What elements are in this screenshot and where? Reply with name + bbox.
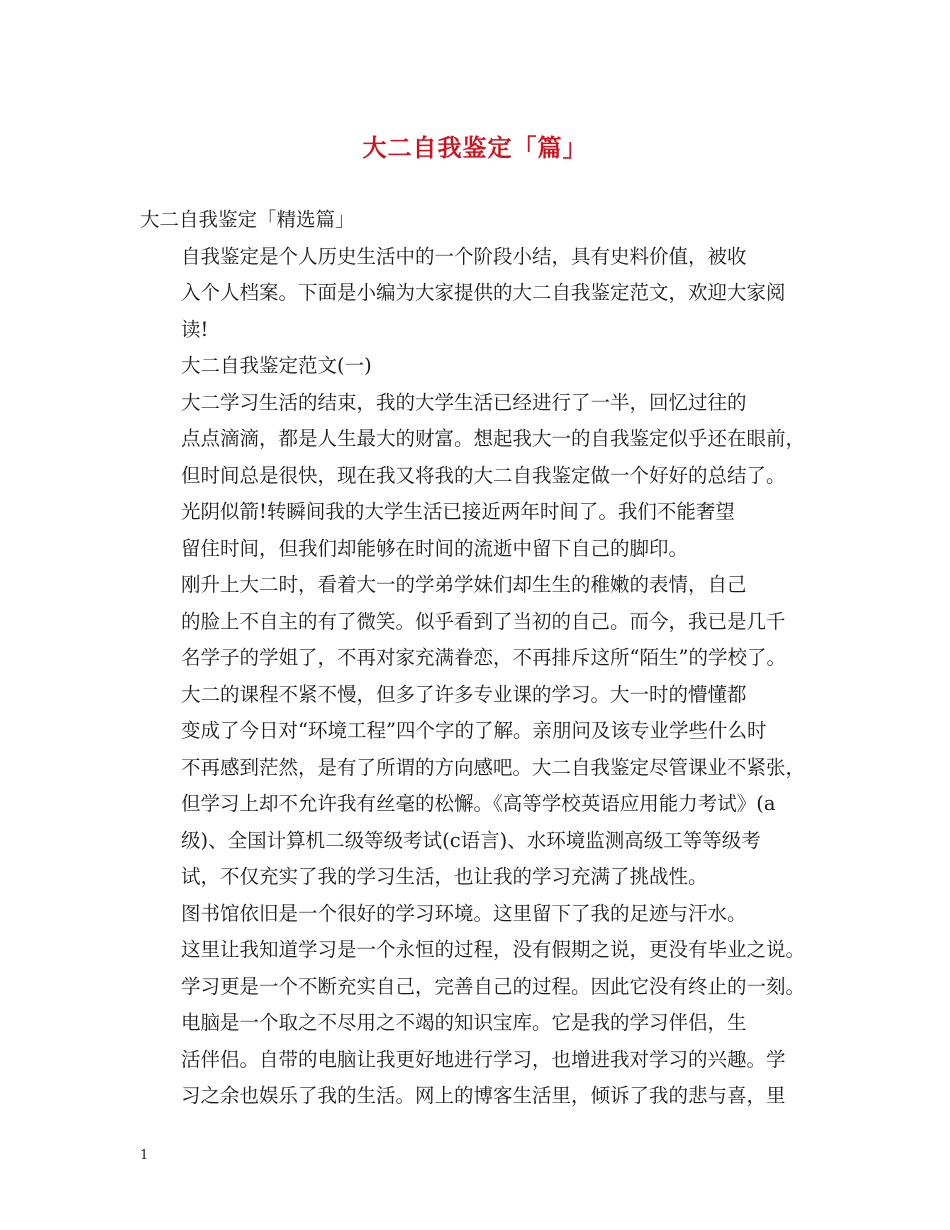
document-title: 大二自我鉴定「篇」 <box>362 133 588 162</box>
paragraph-line: 自我鉴定是个人历史生活中的一个阶段小结，具有史料价值，被收 <box>181 244 747 268</box>
paragraph <box>140 385 820 495</box>
page-number: 1 <box>140 1148 149 1163</box>
paragraph-line: 学习更是一个不断充实自己，完善自己的过程。因此它没有终止的一刻。 <box>181 974 806 998</box>
paragraph <box>140 239 820 349</box>
paragraph-list <box>140 239 820 1115</box>
paragraph-line: 习之余也娱乐了我的生活。网上的博客生活里，倾诉了我的悲与喜，里 <box>181 1084 786 1107</box>
paragraph <box>140 567 820 677</box>
paragraph-line: 但学习上却不允许我有丝毫的松懈。《高等学校英语应用能力考试》(a <box>181 792 776 815</box>
document-body <box>140 202 820 1115</box>
paragraph-line: 名学子的学姐了，不再对家充满眷恋，不再排斥这所“陌生”的学校了。 <box>181 646 786 669</box>
paragraph-line: 电脑是一个取之不尽用之不竭的知识宝库。它是我的学习伴侣，生 <box>181 1011 747 1034</box>
paragraph-line: 不再感到茫然，是有了所谓的方向感吧。大二自我鉴定尽管课业不紧张， <box>181 755 806 779</box>
paragraph-line: 的脸上不自主的有了微笑。似乎看到了当初的自己。而今，我已是几千 <box>181 609 786 633</box>
paragraph-line: 但时间总是很快，现在我又将我的大二自我鉴定做一个好好的总结了。 <box>181 463 786 487</box>
paragraph-line: 大二自我鉴定范文(一) <box>181 354 372 377</box>
paragraph-line: 大二的课程不紧不慢，但多了许多专业课的学习。大一时的懵懂都 <box>181 682 747 706</box>
paragraph-line: 光阴似箭!转瞬间我的大学生活已接近两年时间了。我们不能奢望 <box>181 500 735 523</box>
paragraph-line: 活伴侣。自带的电脑让我更好地进行学习，也增进我对学习的兴趣。学 <box>181 1047 786 1071</box>
paragraph <box>140 677 820 896</box>
paragraph <box>140 348 820 385</box>
paragraph-line: 读! <box>181 317 209 341</box>
paragraph-line: 这里让我知道学习是一个永恒的过程，没有假期之说，更没有毕业之说。 <box>181 938 806 961</box>
paragraph-line: 级)、全国计算机二级等级考试(c语言)、水环境监测高级工等等级考 <box>181 828 761 852</box>
paragraph-line: 入个人档案。下面是小编为大家提供的大二自我鉴定范文，欢迎大家阅 <box>181 281 786 304</box>
document-subtitle: 大二自我鉴定「精选篇」 <box>140 208 355 231</box>
paragraph-line: 点点滴滴，都是人生最大的财富。想起我大一的自我鉴定似乎还在眼前， <box>181 427 806 450</box>
paragraph <box>140 896 820 1006</box>
paragraph-line: 留住时间，但我们却能够在时间的流逝中留下自己的脚印。 <box>181 536 689 560</box>
paragraph-line: 图书馆依旧是一个很好的学习环境。这里留下了我的足迹与汗水。 <box>181 901 747 925</box>
paragraph-line: 大二学习生活的结束，我的大学生活已经进行了一半，回忆过往的 <box>181 390 747 414</box>
paragraph-line: 试，不仅充实了我的学习生活，也让我的学习充满了挑战性。 <box>181 865 708 888</box>
paragraph <box>140 494 820 567</box>
paragraph-line: 变成了今日对“环境工程”四个字的了解。亲朋问及该专业学些什么时 <box>181 719 767 742</box>
paragraph-line: 刚升上大二时，看着大一的学弟学妹们却生生的稚嫩的表情，自己 <box>181 573 747 596</box>
paragraph <box>140 1005 820 1115</box>
